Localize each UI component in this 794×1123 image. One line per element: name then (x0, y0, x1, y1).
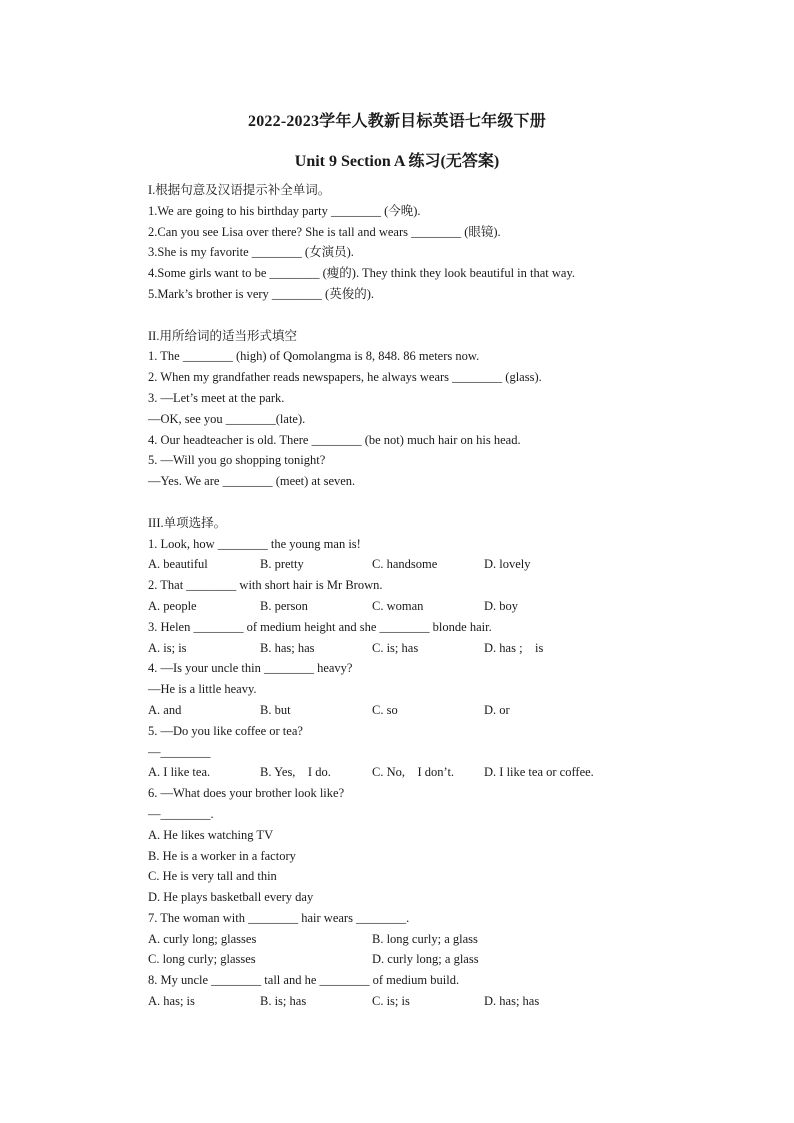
answer-option: B. He is a worker in a factory (148, 848, 296, 863)
answer-option: C. long curly; glasses (148, 952, 256, 967)
answer-option: B. person (260, 598, 308, 613)
question-text: 2.Can you see Lisa over there? She is tall and wears ________ (眼镜). (148, 224, 501, 239)
answer-option: A. has; is (148, 994, 195, 1009)
question-text: 2. That ________ with short hair is Mr Brown. (148, 578, 383, 593)
answer-option: B. Yes, I do. (260, 765, 331, 780)
answer-option: A. is; is (148, 640, 187, 655)
question-text: 3.She is my favorite ________ (女演员). (148, 245, 354, 260)
question-text: —Yes. We are ________ (meet) at seven. (148, 474, 356, 489)
question-text: 4.Some girls want to be ________ (瘦的). They think they look beautiful in that way. (148, 266, 576, 281)
question-text: 3. Helen ________ of medium height and she ________ blonde hair. (148, 619, 492, 634)
answer-option: A. I like tea. (148, 765, 211, 780)
question-text: 7. The woman with ________ hair wears ________. (148, 910, 410, 925)
answer-option: D. He plays basketball every day (148, 890, 314, 905)
answer-option: B. is; has (260, 994, 307, 1009)
question-text: 5.Mark’s brother is very ________ (英俊的). (148, 286, 375, 301)
answer-option: A. beautiful (148, 557, 208, 572)
question-text: 1. Look, how ________ the young man is! (148, 536, 361, 551)
answer-option: D. boy (484, 598, 519, 613)
question-text: 4. Our headteacher is old. There ________ (be not) much hair on his head. (148, 432, 521, 447)
answer-option: D. curly long; a glass (372, 952, 479, 967)
question-text: —OK, see you ________(late). (148, 411, 306, 426)
section-heading: II.用所给词的适当形式填空 (148, 328, 297, 343)
dialogue-line: —________. (148, 806, 214, 821)
answer-option: A. people (148, 598, 197, 613)
question-text: 2. When my grandfather reads newspapers, he always wears ________ (glass). (148, 370, 542, 385)
answer-option: B. but (260, 702, 291, 717)
section-heading: I.根据句意及汉语提示补全单词。 (148, 183, 331, 197)
section-heading: III.单项选择。 (148, 515, 227, 530)
answer-option: C. is; has (372, 640, 419, 655)
answer-option: C. is; is (372, 994, 410, 1009)
question-text: 6. —What does your brother look like? (148, 786, 345, 801)
answer-option: C. handsome (372, 557, 438, 572)
question-text: 3. —Let’s meet at the park. (148, 390, 285, 405)
question-text: 5. —Will you go shopping tonight? (148, 453, 326, 468)
answer-options (148, 991, 668, 1012)
answer-option: A. and (148, 702, 182, 717)
question-text: 5. —Do you like coffee or tea? (148, 723, 303, 738)
answer-option: C. woman (372, 598, 424, 613)
answer-option: C. No, I don’t. (372, 765, 455, 780)
page-title: 2022-2023学年人教新目标英语七年级下册 (248, 113, 546, 130)
page-subtitle: Unit 9 Section A 练习(无答案) (294, 153, 500, 170)
answer-option: D. lovely (484, 557, 531, 572)
answer-options (148, 596, 668, 617)
question-text: 4. —Is your uncle thin ________ heavy? (148, 661, 353, 676)
answer-option: A. He likes watching TV (148, 827, 274, 842)
answer-option: B. long curly; a glass (372, 931, 478, 946)
answer-option: B. has; has (260, 640, 315, 655)
worksheet-content (148, 180, 668, 1012)
answer-option: C. so (372, 702, 398, 717)
answer-options (148, 638, 668, 659)
answer-option: D. has; has (484, 994, 540, 1009)
question-text: 1. The ________ (high) of Qomolangma is 8, 848. 86 meters now. (148, 349, 480, 364)
answer-option: D. or (484, 702, 510, 717)
answer-option: C. He is very tall and thin (148, 869, 277, 884)
question-text: 1.We are going to his birthday party ________ (今晚). (148, 203, 421, 218)
answer-option: A. curly long; glasses (148, 931, 257, 946)
answer-option: B. pretty (260, 557, 304, 572)
question-text: 8. My uncle ________ tall and he ________ of medium build. (148, 973, 460, 988)
dialogue-line: —He is a little heavy. (148, 682, 257, 697)
answer-options (148, 762, 668, 783)
answer-options (148, 554, 668, 575)
answer-option: D. I like tea or coffee. (484, 765, 594, 780)
answer-options (148, 700, 668, 721)
answer-options (148, 929, 668, 950)
dialogue-line: —________ (148, 744, 211, 759)
answer-options (148, 949, 668, 970)
answer-option: D. has ; is (484, 640, 544, 655)
